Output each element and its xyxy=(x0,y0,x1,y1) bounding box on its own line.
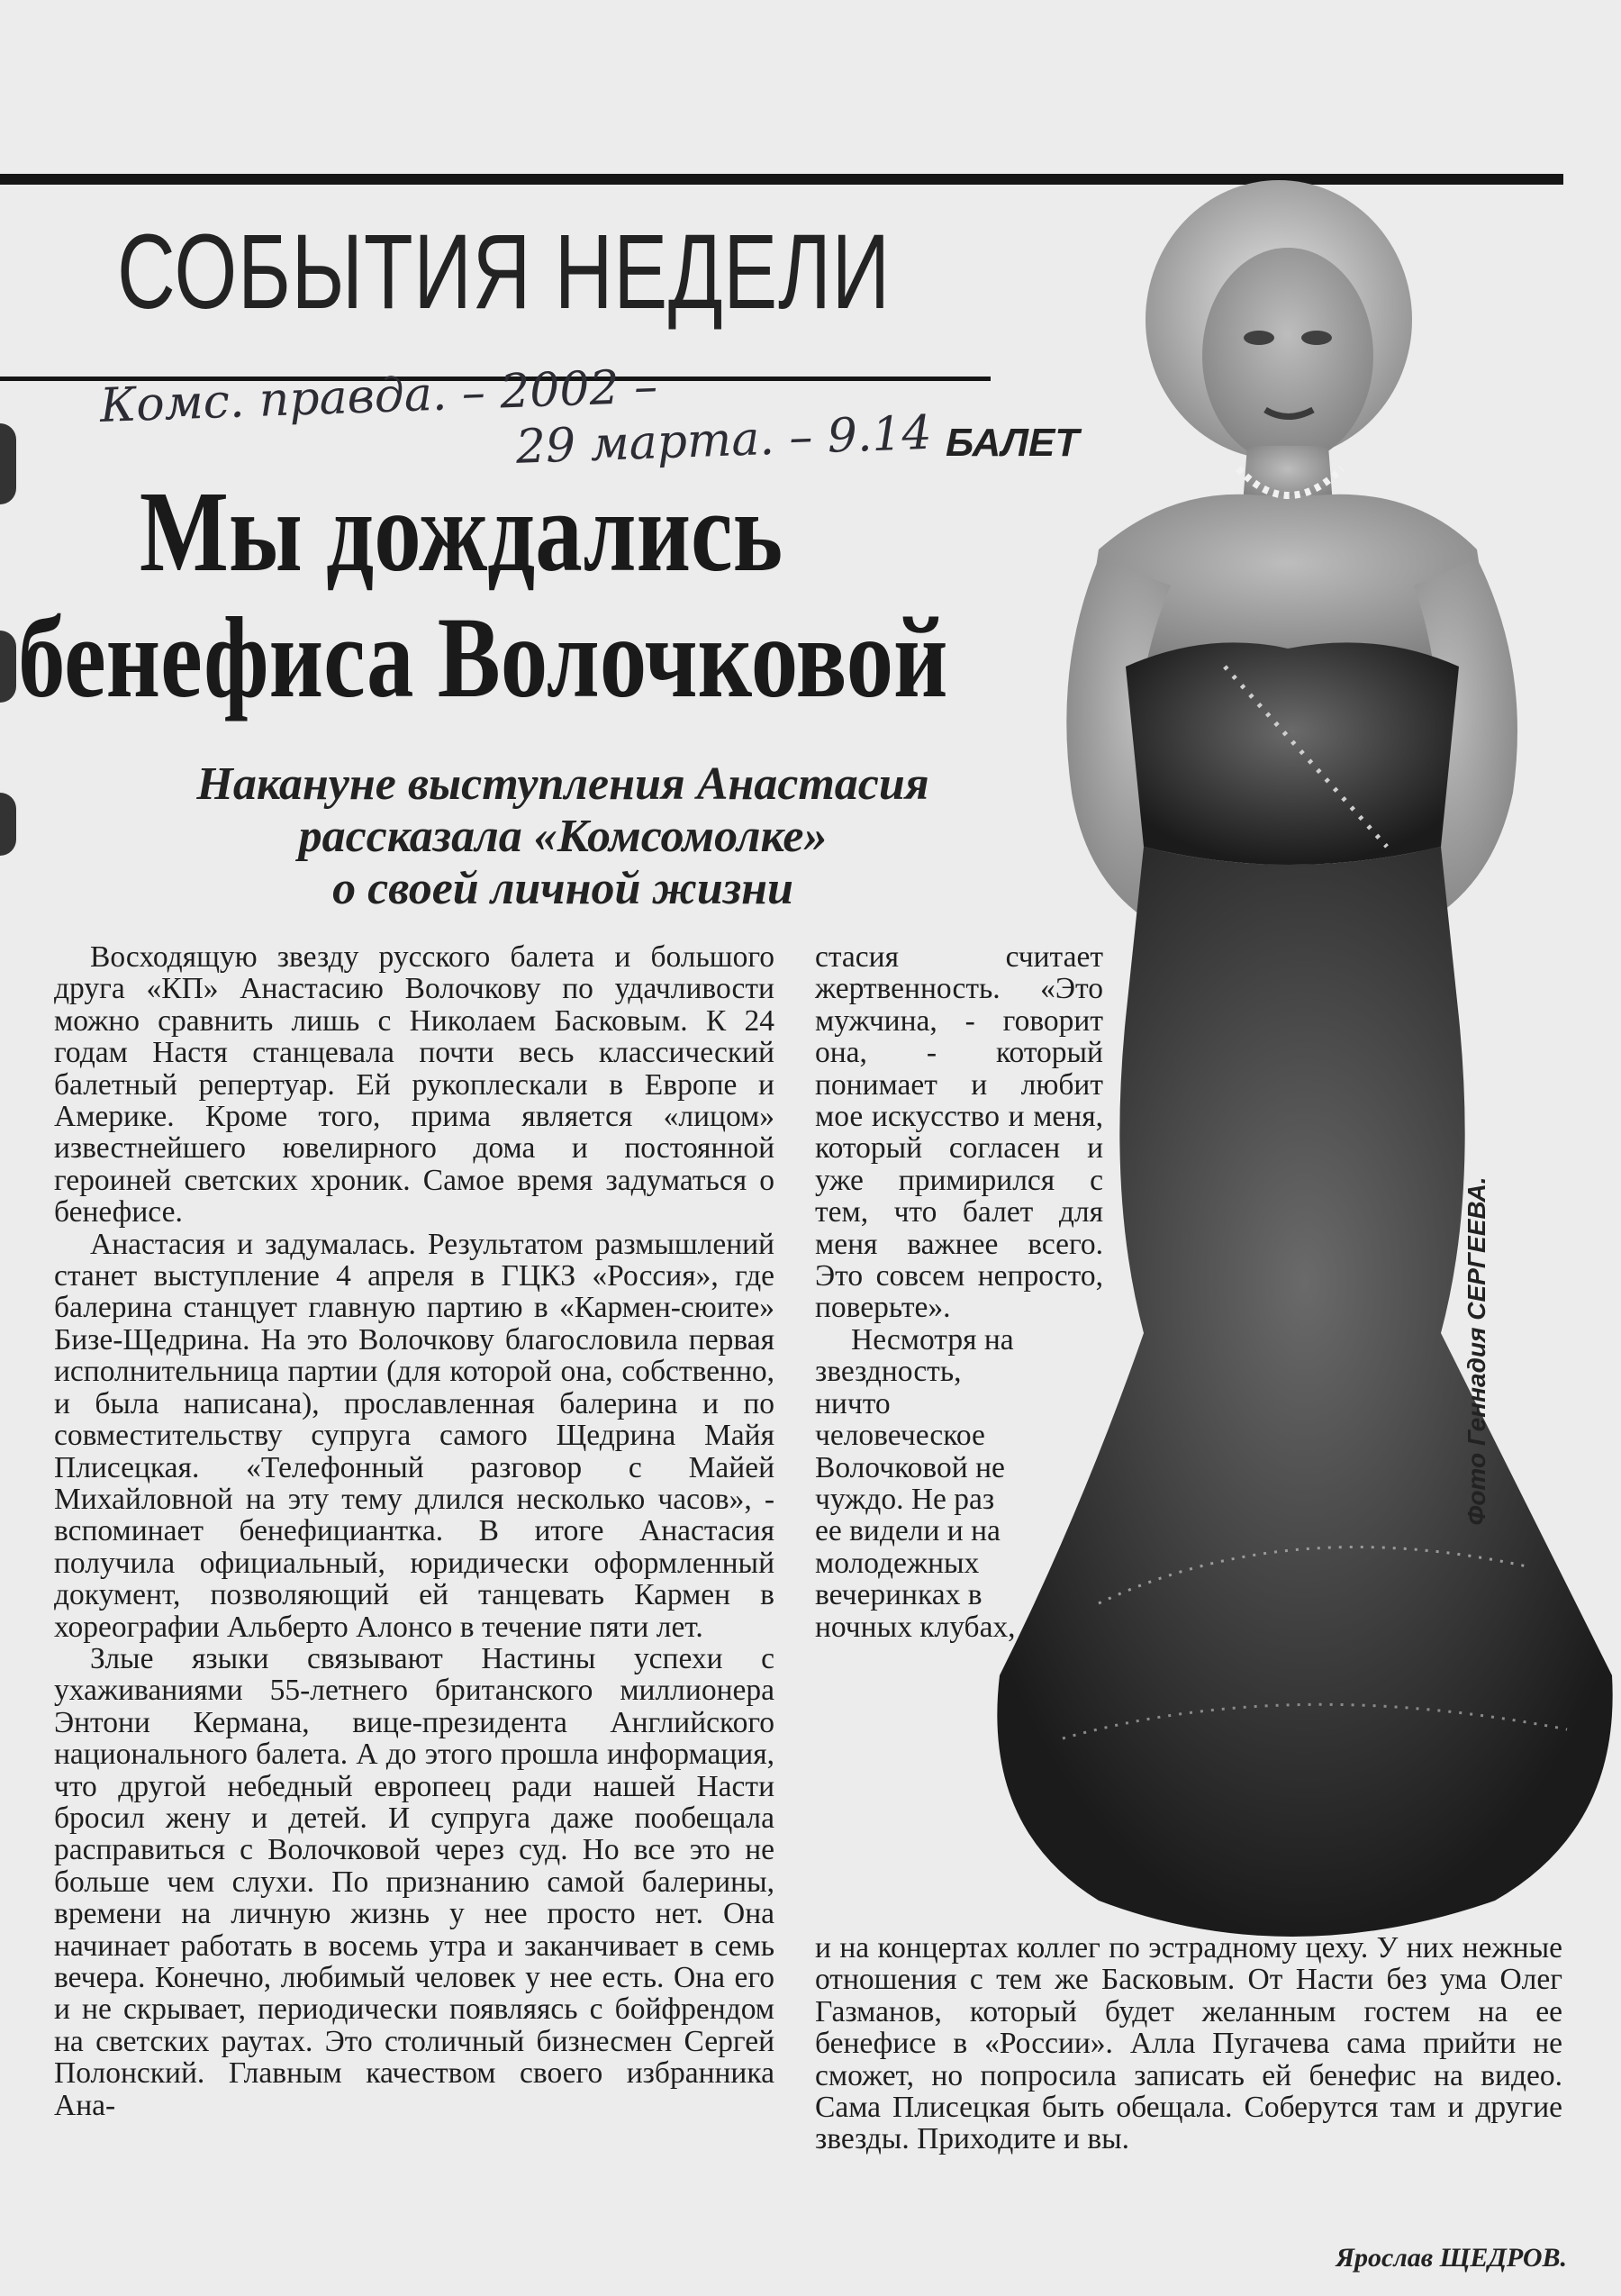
article-column-right xyxy=(815,941,1103,1932)
rubric-label: БАЛЕТ xyxy=(946,421,1080,465)
article-column-left xyxy=(54,941,774,2279)
headline xyxy=(18,467,948,730)
headline-line1: Мы дождались xyxy=(139,467,783,595)
article-column-bottom xyxy=(815,1932,1562,2256)
edge-mark xyxy=(0,423,16,504)
lead-line3: о своей личной жизни xyxy=(332,863,793,914)
lead-line1: Накануне выступления Анастасия xyxy=(196,758,929,810)
article-paragraph: Несмотря на звездность, ничто человеческое Волочковой не чуждо. Не раз ее видели и на молодежных вечеринках в ночных клубах, xyxy=(815,1322,1016,1644)
article-paragraph: и на концертах коллег по эстрадному цеху. У них нежные отношения с тем же Басковым. От Насти без ума Олег Газманов, который будет желанным гостем на ее бенефисе в «России». Алла Пугачева сама прийти не сможет, но попросила записать ей бенефис на видео. Сама Плисецкая быть обещала. Соберутся там и другие звезды. Приходите и вы. xyxy=(815,1931,1562,2156)
headline-line2: бенефиса Волочковой xyxy=(18,594,948,721)
article-paragraph: Злые языки связывают Настины успехи с ухаживаниями 55-летнего британского миллионера Энтони Кермана, вице-президента Английского национального балета. А до этого прошла информация, что другой небедный европеец ради нашей Насти бросил жену и детей. И супруга даже пообещала расправиться с Волочковой через суд. Но все это не больше чем слухи. По признанию самой балерины, времени на личную жизнь у нее просто нет. Она начинает работать в восемь утра и заканчивает в семь вечера. Конечно, любимый человек у нее есть. Она его и не скрывает, периодически появляясь с бойфрендом на светских раутах. Это столичный бизнесмен Сергей Полонский. Главным качеством своего избранника Ана- xyxy=(54,1641,774,2122)
handwritten-note-line1: Комс. правда. – 2002 – xyxy=(99,359,659,433)
article-paragraph: Анастасия и задумалась. Результатом размышлений станет выступление 4 апреля в ГЦКЗ «Россия», где балерина станцует главную партию в «Кармен-сюите» Бизе-Щедрина. На это Волочкову благословила первая исполнительница партии (для которой она, собственно, и была написана), прославленная балерина и по совместительству супруга самого Щедрина Майя Плисецкая. «Телефонный разговор с Майей Михайловной на эту тему длился несколько часов», - вспоминает бенефициантка. В итоге Анастасия получила официальный, юридически оформленный документ, позволяющий ей танцевать Кармен в хореографии Альберто Алонсо в течение пяти лет. xyxy=(54,1227,774,1644)
article-paragraph: стасия считает жертвенность. «Это мужчина, - говорит она, - который понимает и любит мое искусство и меня, который согласен и уже примирился с тем, что балет для меня важнее всего. Это совсем непросто, поверьте». xyxy=(815,940,1103,1325)
lead-line2: рассказала «Комсомолке» xyxy=(298,811,828,862)
edge-mark xyxy=(0,631,16,703)
photo-credit xyxy=(1459,1176,1495,1526)
byline: Ярослав ЩЕДРОВ. xyxy=(1336,2243,1567,2273)
photo-credit-text: Фото Геннадия СЕРГЕЕВА. xyxy=(1463,1176,1490,1526)
handwritten-note-line2: 29 марта. – 9.14 xyxy=(514,405,933,475)
lead-paragraph xyxy=(108,758,1018,921)
edge-mark xyxy=(0,793,16,856)
article-paragraph: Восходящую звезду русского балета и большого друга «КП» Анастасию Волочкову по удачливости можно сравнить лишь с Николаем Басковым. К 24 годам Настя станцевала почти весь классический балетный репертуар. Ей рукоплескали в Европе и Америке. Кроме того, прима является «лицом» известнейшего ювелирного дома и постоянной героиней светских хроник. Самое время задуматься о бенефисе. xyxy=(54,940,774,1230)
section-title: СОБЫТИЯ НЕДЕЛИ xyxy=(117,213,891,331)
